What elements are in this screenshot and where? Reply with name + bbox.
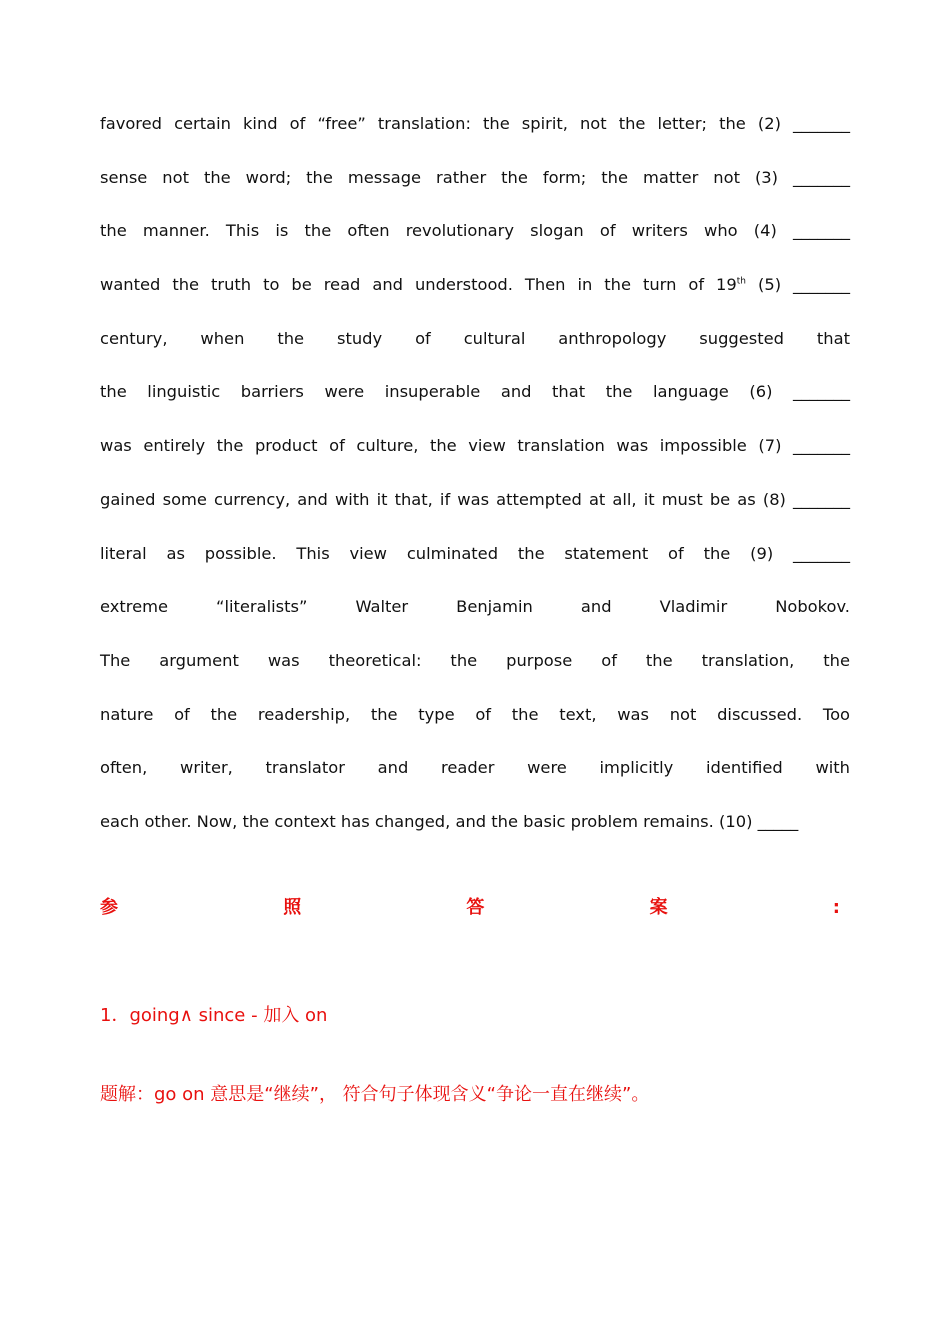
answer-explanation-1: 题解：go on 意思是“继续”， 符合句子体现含义“争论一直在继续”。: [100, 1084, 650, 1105]
passage-line-9: literal as possible. This view culminated the statement of the (9) _______: [100, 543, 850, 563]
passage-line-8: gained some currency, and with it that, if was attempted at all, it must be as (8) _______: [100, 489, 850, 509]
passage-line-10: extreme “literalists” Walter Benjamin and Vladimir Nobokov.: [100, 597, 850, 617]
heading-char: 案: [649, 897, 668, 918]
passage-line-5: century, when the study of cultural anthropology suggested that: [100, 328, 850, 348]
passage-line-14: each other. Now, the context has changed, and the basic problem remains. (10) _____: [100, 811, 799, 831]
reference-answer-heading: [100, 894, 840, 922]
cloze-passage: [100, 106, 850, 858]
passage-line-13: often, writer, translator and reader were implicitly identified with: [100, 758, 850, 778]
heading-char: 照: [283, 897, 302, 918]
passage-line-11: The argument was theoretical: the purpose of the translation, the: [100, 650, 850, 670]
passage-line-4-blank: (5) _______: [757, 275, 851, 295]
passage-line-4: [100, 267, 850, 321]
passage-line-2: sense not the word; the message rather the form; the matter not (3) _______: [100, 167, 850, 187]
passage-line-7: was entirely the product of culture, the view translation was impossible (7) _______: [100, 436, 850, 456]
answer-item-1: 1．going∧ since - 加入 on: [100, 1005, 328, 1026]
passage-line-4-text: wanted the truth to be read and understood. Then in the turn of 19: [100, 275, 737, 295]
passage-line-3: the manner. This is the often revolutionary slogan of writers who (4) _______: [100, 221, 850, 241]
heading-char: :: [832, 897, 840, 918]
passage-line-6: the linguistic barriers were insuperable and that the language (6) _______: [100, 382, 850, 402]
heading-char: 参: [100, 897, 118, 918]
passage-line-1: favored certain kind of “free” translation: the spirit, not the letter; the (2) _______: [100, 114, 850, 133]
superscript-th: th: [736, 276, 746, 287]
heading-char: 答: [466, 897, 485, 918]
passage-line-12: nature of the readership, the type of the text, was not discussed. Too: [100, 704, 850, 724]
